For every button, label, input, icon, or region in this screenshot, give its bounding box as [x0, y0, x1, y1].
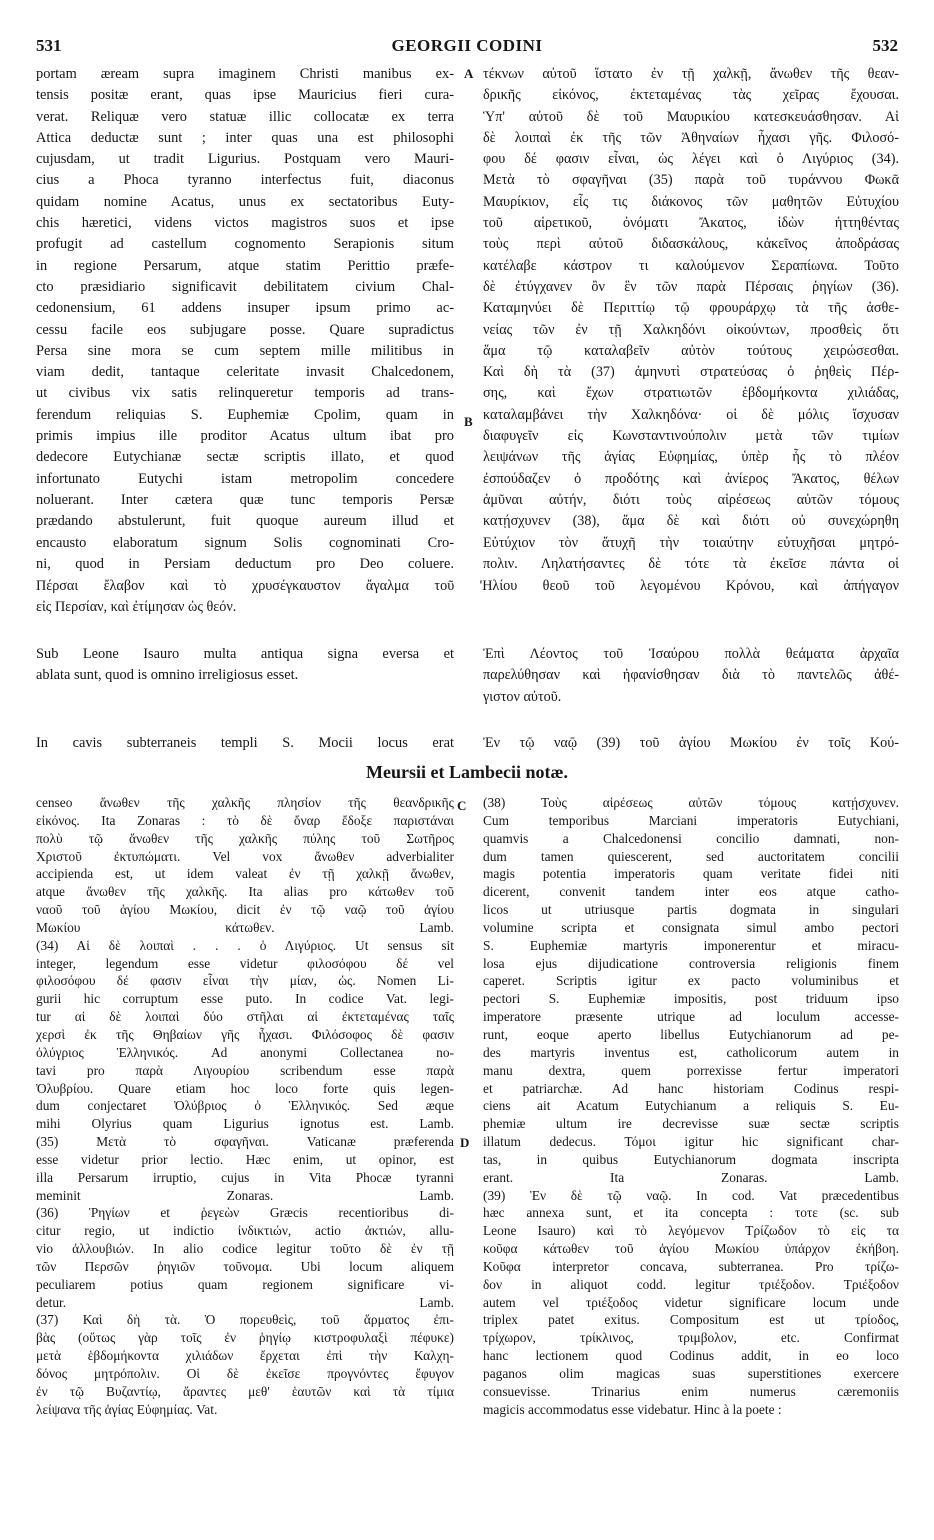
text-line: magis potentia imperatoris quam veritate fidei niti — [483, 866, 899, 882]
text-line: ablata sunt, quod is omnino irreligiosus esset. — [36, 667, 299, 684]
text-line: Μωκίου κάτωθεν. Lamb. — [36, 919, 454, 935]
text-line: illa Persarum irruptio, cujus in Vita Phocæ tyranni — [36, 1169, 454, 1185]
text-line: erant. Ita Zonaras. Lamb. — [483, 1169, 899, 1185]
text-line: infortunato Eutychi istam metropolim concedere — [36, 470, 454, 487]
text-line: πολιν. Ληλατήσαντες δὲ τότε τὰ ἐκεῖσε πάντα οἱ — [483, 555, 899, 572]
text-line: citur regio, ut indictio ἰνδικτιών, actio ἀκτιών, allu- — [36, 1223, 454, 1239]
text-line: portam æream supra imaginem Christi manibus ex- — [36, 66, 454, 82]
text-line: καταλαμβάνει τὴν Χαλκηδόνα· οἱ δὲ μόλις ἴσχυσαν — [483, 406, 899, 423]
text-line: primis impius ille proditor Acatus ultum ibat pro — [36, 428, 454, 445]
text-line: tas, in quibus Eutychianorum dogmata inscripta — [483, 1151, 899, 1167]
text-line: paganos olim magicas suas superstitiones exercere — [483, 1366, 899, 1381]
text-line: mihi Olyrius quam Ligurius ignotus est. Lamb. — [36, 1116, 454, 1132]
notes-right-column — [483, 794, 899, 1419]
page-number-left: 531 — [36, 36, 62, 55]
text-line: τρίχωρον, τρίκλινος, τριμβολον, etc. Confirmat — [483, 1330, 899, 1346]
margin-marker-d: D — [460, 1135, 470, 1150]
text-line: esse videtur prior lectio. Hæc enim, ut opinor, est — [36, 1151, 454, 1167]
latin-leo-paragraph — [36, 644, 454, 687]
text-line: (35) Μετὰ τὸ σφαγῆναι. Vaticanæ præferenda — [36, 1134, 454, 1150]
text-line: εἰκόνος. Ita Zonaras : τὸ δὲ ὄναρ ἔδοξε παριστάναι — [36, 812, 454, 828]
text-line: profugit ad castellum cognomento Serapionis situm — [36, 236, 454, 253]
text-line: δὲ λοιπαὶ ἐκ τῆς τῶν Ἀθηναίων ἦχασι γῆς. Φιλοσό- — [483, 129, 899, 146]
latin-text-column — [36, 64, 454, 575]
text-line: cius a Phoca tyranno interfectus fuit, diaconus — [36, 172, 454, 189]
text-line: dicerent, convenit tandem inter eos atque catho- — [483, 884, 899, 900]
text-line: noluerant. Inter cætera quæ tunc temporis Persæ — [36, 491, 454, 508]
latin-mocii-line — [36, 733, 454, 754]
text-line: ἐσπούδαζεν ὁ προδότης καὶ ἀνίερος Ἄκατος, θέλων — [483, 470, 899, 487]
text-line: Εὐτύχιον τὸν ἄτυχῆ τὴν τοιαύτην εὐτυχῆσαι μητρό- — [483, 534, 899, 551]
text-line: verat. Reliquæ vero statuæ illic collocatæ ex terra — [36, 108, 454, 125]
text-line: κατέλαβε κάστρον τι καλούμενον Σεραπίωνα. Τοῦτο — [483, 257, 899, 274]
text-line: σης, καὶ ἔχων στρατιωτῶν ἑβδομήκοντα χιλιάδας, — [483, 385, 899, 402]
text-line: des martyris inventus est, catholicorum autem in — [483, 1044, 899, 1060]
text-line: δόνος μητρόπολιν. Οἱ δὲ ἐκεῖσε προγνόντες ἔφυγον — [36, 1366, 454, 1381]
text-line: ὀλύγριος Ἑλληνικός. Ad anonymi Collectanea no- — [36, 1044, 454, 1060]
margin-marker-a: A — [464, 66, 474, 81]
text-line: chis hæretici, videns victos magistros suos et ipse — [36, 215, 454, 232]
text-line: gurii hic corruptum esse puto. In codice Vat. legi- — [36, 991, 454, 1007]
text-line: εἰς Περσίαν, καὶ ἐτίμησαν ὡς θεόν. — [36, 599, 237, 616]
text-line: μετὰ ἑβδομήκοντα χιλιάδων ἔρχεται ἐπὶ τὴν Καλχη- — [36, 1348, 454, 1364]
text-line: (37) Καὶ δὴ τὰ. Ὁ πορευθεὶς, τοῦ ἅρματος ἐπι- — [36, 1312, 454, 1328]
text-line: caperet. Scriptis igitur ex pacto voluminibus et — [483, 973, 899, 989]
text-line: Ἐπὶ Λέοντος τοῦ Ἰσαύρου πολλὰ θεάματα ἀρχαῖα — [483, 646, 899, 662]
text-line: hæc annexa sunt, et ita concepta : τοτε (sc. sub — [483, 1205, 899, 1221]
margin-marker-b: B — [464, 414, 473, 429]
text-line: licos ut utriusque partis dogmata in singulari — [483, 902, 899, 918]
text-line: Attica deductæ sunt ; inter quas una est philosophi — [36, 129, 454, 146]
text-line: ferendum reliquias S. Euphemiæ Cpolim, quam in — [36, 406, 454, 423]
text-line: detur. Lamb. — [36, 1294, 454, 1310]
text-line: et patriarchæ. Ad hanc historiam Codinus respi- — [483, 1080, 899, 1096]
text-line: cujusdam, ut tradit Ligurius. Postquam vero Mauri- — [36, 151, 454, 168]
running-title: GEORGII CODINI — [391, 36, 543, 55]
text-line: ut civibus vix satis relinqueretur temporis ad trans- — [36, 385, 454, 402]
text-line: παρελύθησαν καὶ ἠφανίσθησαν διὰ τὸ παντελῶς ἀθέ- — [483, 667, 899, 684]
text-line: τοῦ αἱρετικοῦ, ὀνόματι Ἄκατος, ἰδὼν ἡττηθέντας — [483, 215, 899, 232]
text-line: consuevisse. Trinarius enim numerus cæremoniis — [483, 1383, 899, 1399]
text-line: ἀμῦναι αὐτήν, διότι τοὺς αἱρέσεως αὐτῶν τόμους — [483, 491, 899, 508]
text-line: (34) Αἱ δὲ λοιπαὶ . . . ὁ Λιγύριος. Ut sensus sit — [36, 937, 454, 953]
text-line: in regione Persarum, atque statim Perittio præfe- — [36, 257, 454, 274]
page-number-right: 532 — [872, 36, 898, 55]
text-line: δρικῆς εἰκόνος, ἐκτεταμένας τὰς χεῖρας ἔχουσαι. — [483, 87, 899, 104]
text-line: (39) Ἐν δὲ τῷ ναῷ. In cod. Vat præcedentibus — [483, 1187, 899, 1203]
page-header — [36, 36, 898, 60]
text-line: In cavis subterraneis templi S. Mocii locus erat — [36, 735, 454, 751]
text-line: Leone Isauro) καὶ τὸ λεγόμενον Τρίζωδον τὸ εἰς τα — [483, 1223, 899, 1239]
text-line: διαφυγεῖν εἰς Κωνσταντινούπολιν μετὰ τῶν τιμίων — [483, 428, 899, 445]
text-line: Καὶ δὴ τὰ (37) ἀμηνυτὶ στρατεύσας ὁ ῥηθεὶς Πέρ- — [483, 364, 899, 381]
text-line: accipienda est, ut idem valeat ἐν τῇ χαλκῇ ἄνωθεν, — [36, 866, 454, 882]
text-line: ciens ait Acatum Eutychianum a reliquis S. Eu- — [483, 1098, 899, 1114]
text-line: κατῄσχυνεν (38), ἅμα δὲ καὶ διότι οὐ συνεχώρηθη — [483, 513, 899, 530]
text-line: φιλοσόφου δέ φασιν εἶναι τὴν μίαν, ὡς. Nomen Li- — [36, 973, 454, 989]
text-line: tensis positæ erant, quas ipse Mauricius fieri cura- — [36, 87, 454, 104]
text-line: meminit Zonaras. Lamb. — [36, 1187, 454, 1203]
text-line: Persa sine mora se cum septem mille militibus in — [36, 342, 454, 359]
text-line: Πέρσαι ἔλαβον καὶ τὸ χρυσέγκαυστον ἄγαλμα τοῦ 'Ηλίου θεοῦ τοῦ λεγομένου Κρόνου, καὶ ἀπήγαγον — [36, 578, 899, 594]
text-line: triplex patet exitus. Compositum est ut τρίοδος, — [483, 1312, 899, 1328]
text-line: τοὺς περὶ αὐτοῦ διδασκάλους, κἀκεῖνος ἀποδράσας — [483, 236, 899, 253]
text-line: volumine scripta et consignata simul ambo pectori — [483, 919, 899, 935]
text-line: Χριστοῦ ἐκτυπώματι. Vel vox ἄνωθεν adverbialiter — [36, 848, 454, 864]
text-line: κοῦφα κάτωθεν τοῦ ἁγίου Μωκίου ὑπάρχον ἐκήβοη. — [483, 1241, 899, 1257]
notes-heading: Meursii et Lambecii notæ. — [366, 762, 568, 782]
text-line: Μαυρίκιον, εἷς τις διάκονος τῶν μαθητῶν Εὐτυχίου — [483, 193, 899, 210]
text-line: runt, eoque aperto libellus Eutychianorum ad pe- — [483, 1026, 899, 1042]
text-line: Ὀλυβρίου. Quare etiam hoc loco forte quis legen- — [36, 1080, 454, 1096]
text-line: cedonensium, 61 addens insuper ipsum primo ac- — [36, 300, 454, 317]
text-line: hanc lectionem quod Codinus addit, in eo loco — [483, 1348, 899, 1364]
text-line: cto præsidiario significavit debilitatem civium Chal- — [36, 278, 454, 295]
text-line: vio ἀλλουβιών. In alio codice legitur τοῦτο δὲ ἐν τῇ — [36, 1241, 454, 1257]
greek-fullwidth-text — [36, 576, 899, 619]
text-line: ἐν τῷ Βυζαντίῳ, ἄραντες μεθ' ἑαυτῶν καὶ τὰ τίμια — [36, 1383, 454, 1399]
text-line: γιστον αὐτοῦ. — [483, 688, 562, 705]
text-line: λειψάνων τῆς ἁγίας Εὐφημίας, ὑπὲρ ἧς τὸ πλέον — [483, 449, 899, 466]
text-line: τέκνων αὐτοῦ ἵστατο ἐν τῇ χαλκῇ, ἄνωθεν τῆς θεαν- — [483, 66, 899, 82]
text-line: integer, legendum esse videtur φιλοσόφου δέ vel — [36, 955, 454, 971]
text-line: δὲ ἐτύγχανεν ὂν ἓν τῶν παρὰ Πέρσαις ῥηγίων (36). — [483, 278, 899, 295]
text-line: tavi pro παρὰ Λιγουρίου scribendum esse παρὰ — [36, 1062, 454, 1078]
text-line: encausto elaboratum signum Solis cognominati Cro- — [36, 534, 454, 551]
text-line: phemiæ ultum ire decrevisse suæ sectæ scriptis — [483, 1116, 899, 1132]
text-line: autem vel τριέξοδος videtur significare locum unde — [483, 1294, 899, 1310]
text-line: πολὺ τῷ ἄνωθεν τῆς χαλκῆς πύλης τοῦ Σωτῆρος — [36, 830, 454, 846]
text-line: βὰς (οὕτως γὰρ τοῖς ἐν ῥηγίῳ κιστροφυλαξὶ πέφυκε) — [36, 1330, 454, 1346]
text-line: tur αἱ δὲ λοιπαὶ δύο στῆλαι αἱ ἐκτεταμένας ταῖς — [36, 1009, 454, 1025]
text-line: pectori S. Euphemiæ impositis, post triduum ipso — [483, 991, 899, 1007]
text-line: cessu facile eos subjugare posse. Quare supradictus — [36, 321, 454, 338]
text-line: magicis accommodatus esse videbatur. Hinc à la poete : — [483, 1401, 782, 1417]
text-line: quidam nomine Acatus, unus ex sectatoribus Euty- — [36, 193, 454, 210]
text-line: S. Euphemiæ martyris imponerentur et miracu- — [483, 937, 899, 953]
greek-leo-paragraph — [483, 644, 899, 708]
text-line: φου δέ φασιν εἶναι, ὡς λέγει καὶ ὁ Λιγύριος (34). — [483, 151, 899, 168]
margin-marker-c: C — [457, 798, 467, 813]
text-line: viam dedit, tantaque celeritate invasit Chalcedonem, — [36, 364, 454, 381]
text-line: τῶν Περσῶν ῥηγιῶν τοῦνομα. Ubi locum aliquem — [36, 1258, 454, 1274]
text-line: imperatore præsente utrique ad loculum accesse- — [483, 1009, 899, 1025]
text-line: Μετὰ τὸ σφαγῆναι (35) παρὰ τοῦ τυράννου Φωκᾶ — [483, 172, 899, 189]
greek-mocii-line — [483, 733, 899, 754]
text-line: dum tamen quiescerent, sed auctoritatem concilii — [483, 848, 899, 864]
text-line: Ὑπ' αὐτοῦ δὲ τοῦ Μαυρικίου κατεσκευάσθησαν. Αἱ — [483, 108, 899, 125]
text-line: censeo ἄνωθεν τῆς χαλκῆς πλησίον τῆς θεανδρικῆς — [36, 795, 454, 810]
text-line: Καταμηνύει δὲ Περιττίῳ τῷ φρουράρχῳ τὰ τῆς ἀσθε- — [483, 300, 899, 317]
text-line: χερσὶ ἐκ τῆς Θηβαίων γῆς ἦχασι. Φιλόσοφος δὲ φασιν — [36, 1026, 454, 1042]
text-line: quamvis a Chalcedonensi concilio damnati, non- — [483, 830, 899, 846]
text-line: atque ἄνωθεν τῆς χαλκῆς. Ita alias pro κάτωθεν τοῦ — [36, 884, 454, 900]
text-line: manu dextra, quem porrexisse fertur imperatori — [483, 1062, 899, 1078]
text-line: Κοῦφα interpretor concava, subterranea. Pro τρίζω- — [483, 1258, 899, 1274]
text-line: peculiarem potius quam regionem significare vi- — [36, 1276, 454, 1292]
text-line: prædando abstulerunt, fuit quoque aureum illud et — [36, 513, 454, 530]
greek-text-column — [483, 64, 899, 575]
text-line: (36) Ῥηγίων et ῥεγεὼν Græcis recentioribus di- — [36, 1205, 454, 1221]
text-line: illatum dedecus. Τόμοι igitur hic significant char- — [483, 1134, 899, 1150]
text-line: dedecore Eutychianæ sectæ scriptis illato, et quod — [36, 449, 454, 466]
text-line: ἅμα τῷ καταλαβεῖν αὐτὸν τούτους χειρώσεσθαι. — [483, 342, 899, 359]
text-line: (38) Τοὺς αἱρέσεως αὐτῶν τόμους κατῄσχυνεν. — [483, 795, 899, 810]
text-line: Cum temporibus Marciani imperatoris Eutychiani, — [483, 812, 899, 828]
text-line: Sub Leone Isauro multa antiqua signa eversa et — [36, 646, 454, 662]
text-line: Ἐν τῷ ναῷ (39) τοῦ ἁγίου Μωκίου ἐν τοῖς Κού- — [483, 735, 899, 751]
notes-left-column — [36, 794, 454, 1419]
text-line: dum conjectaret Ὀλύβριος ὁ Ἑλληνικός. Sed æque — [36, 1098, 454, 1114]
text-line: λείψανα τῆς ἁγίας Εὐφημίας. Vat. — [36, 1401, 218, 1417]
text-line: losa ejus dijudicatione controversia religionis finem — [483, 955, 899, 971]
text-line: δον in aliquot codd. legitur τριέξοδον. Τριέξοδον — [483, 1276, 899, 1292]
text-line: ni, quod in Persiam deductum pro Deo coluere. — [36, 555, 454, 572]
text-line: νείας τῶν ἐν τῇ Χαλκηδόνι οἰκούντων, προσθεὶς ὅτι — [483, 321, 899, 338]
text-line: ναοῦ τοῦ ἁγίου Μωκίου, dicit ἐν τῷ ναῷ τοῦ ἁγίου — [36, 902, 454, 918]
